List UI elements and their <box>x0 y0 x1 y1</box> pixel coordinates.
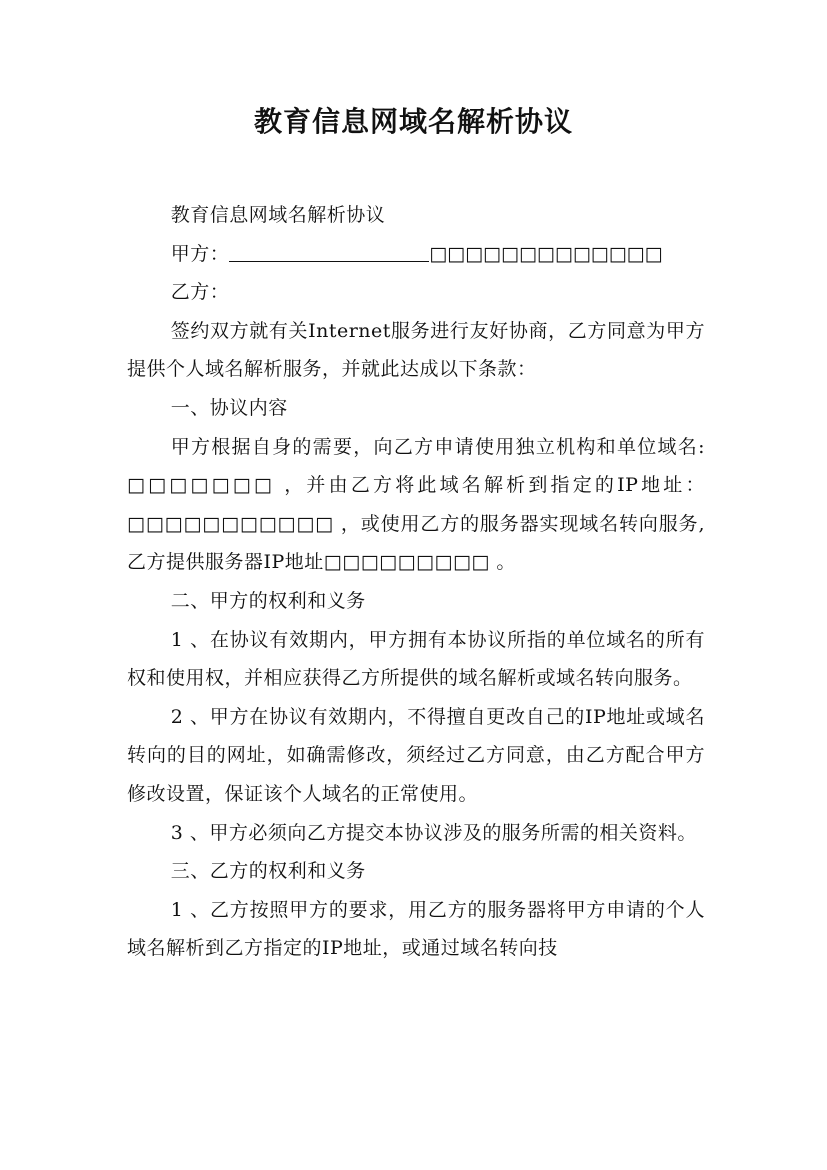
paragraph-heading: 教育信息网域名解析协议 <box>170 204 386 226</box>
party-b-line: 乙方： <box>170 281 230 304</box>
clause-a-3: 3 、甲方必须向乙方提交本协议涉及的服务所需的相关资料。 <box>170 821 697 844</box>
section-heading-1: 一、协议内容 <box>170 396 288 419</box>
party-a-blank <box>229 242 429 262</box>
party-a-label: 甲方： <box>170 242 230 265</box>
clause-b-1: 1 、乙方按照甲方的要求，用乙方的服务器将甲方申请的个人域名解析到乙方指定的IP地址，或通过域名转向技 <box>127 898 705 960</box>
document-title: 教育信息网域名解析协议 <box>253 105 573 138</box>
party-a-line <box>127 235 705 274</box>
section-heading-2: 二、甲方的权利和义务 <box>170 589 366 612</box>
clause-a-1: 1 、在协议有效期内，甲方拥有本协议所指的单位域名的所有权和使用权，并相应获得乙方所提供的域名解析或域名转向服务。 <box>127 628 705 690</box>
party-a-boxes: □□□□□□□□□□□□□ <box>429 242 663 265</box>
document-body <box>127 196 705 968</box>
clause-a-2: 2 、甲方在协议有效期内，不得擅自更改自己的IP地址或域名转向的目的网址，如确需修改，须经过乙方同意，由乙方配合甲方修改设置，保证该个人域名的正常使用。 <box>127 705 705 805</box>
paragraph-content: 甲方根据自身的需要，向乙方申请使用独立机构和单位域名: □□□□□□□ ，并由乙方将此域名解析到指定的IP地址：□□□□□□□□□□□ ，或使用乙方的服务器实现域名转向服务,乙方提供服务器IP地址□□□□□□□□□ 。 <box>127 435 705 574</box>
section-heading-3: 三、乙方的权利和义务 <box>170 860 366 883</box>
paragraph-intro: 签约双方就有关Internet服务进行友好协商，乙方同意为甲方提供个人域名解析服务，并就此达成以下条款： <box>127 319 705 381</box>
